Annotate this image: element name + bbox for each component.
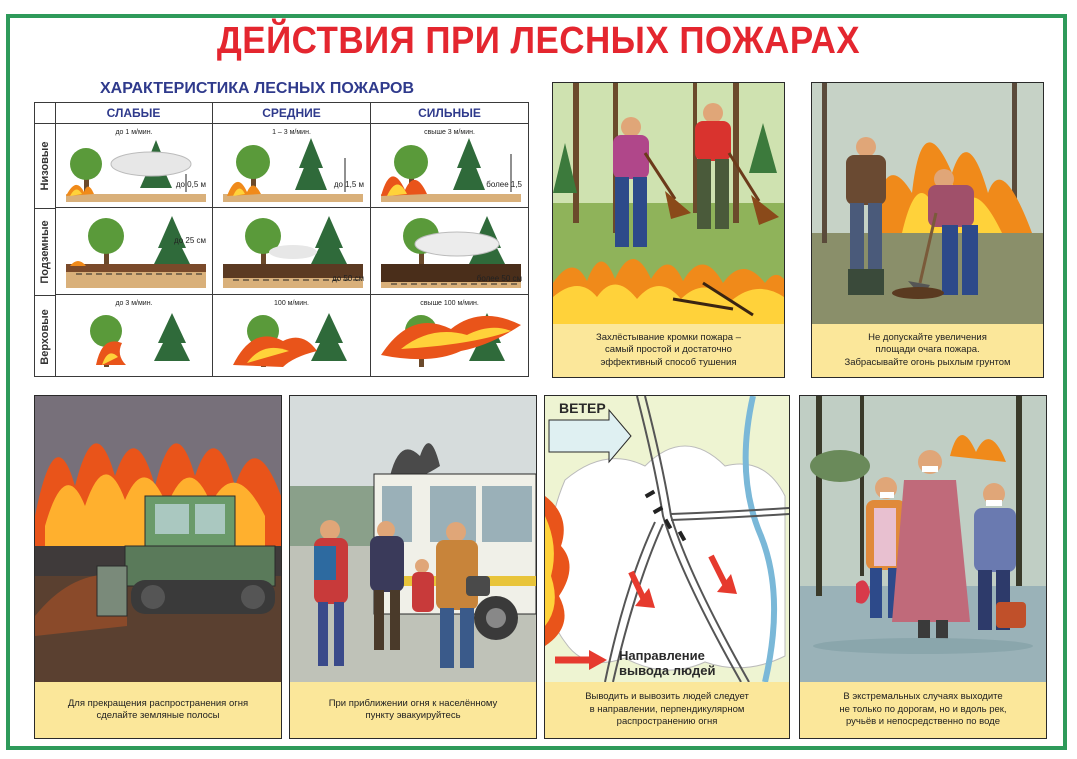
ground-medium-illustration <box>213 124 370 207</box>
caption-wind-map: Выводить и вывозить людей следует в направлении, перпендикулярном распространению огня <box>545 682 789 738</box>
cell-underground-strong <box>371 208 528 294</box>
poster-title: ДЕЙСТВИЯ ПРИ ЛЕСНЫХ ПОЖАРАХ <box>216 20 861 62</box>
panel-bulldozer <box>34 395 282 739</box>
column-header-weak: СЛАБЫЕ <box>55 103 213 124</box>
cell-underground-medium <box>213 208 370 294</box>
cell-underground-weak <box>56 208 212 294</box>
cell-depth: до 50 см <box>332 274 364 283</box>
panel-water-escape <box>799 395 1047 739</box>
column-header-strong: СИЛЬНЫЕ <box>371 103 528 124</box>
ground-weak-illustration <box>56 124 212 207</box>
ground-strong-illustration <box>371 124 528 207</box>
cell-depth: до 0,5 м <box>175 180 206 189</box>
cell-speed: 1 – 3 м/мин. <box>272 129 311 136</box>
evacuation-illustration <box>290 396 536 682</box>
throwing-soil-illustration <box>812 83 1043 324</box>
cell-depth: до 25 см <box>174 236 206 245</box>
bulldozer-illustration <box>35 396 281 682</box>
cell-speed: до 3 м/мин. <box>115 300 153 307</box>
cell-depth: до 1,5 м <box>333 180 364 189</box>
panel-beating-fire <box>552 82 785 378</box>
cell-speed: свыше 3 м/мин. <box>424 129 475 136</box>
cell-speed: свыше 100 м/мин. <box>420 300 479 307</box>
cell-speed: до 1 м/мин. <box>115 129 153 136</box>
crown-strong-illustration <box>371 295 528 376</box>
direction-label: Направление вывода людей <box>619 648 716 678</box>
fire-types-table <box>34 102 529 377</box>
caption-evacuation: При приближении огня к населённому пункту эвакуируйтесь <box>290 682 536 738</box>
water-escape-illustration <box>800 396 1046 682</box>
cell-depth: более 1,5 <box>486 180 522 189</box>
panel-throwing-soil <box>811 82 1044 378</box>
cell-ground-medium <box>213 124 370 207</box>
cell-speed: 100 м/мин. <box>274 300 309 307</box>
cell-crown-medium <box>213 295 370 376</box>
row-label-crown: Верховые <box>35 295 56 377</box>
cell-depth: более 50 см <box>476 274 522 283</box>
column-header-medium: СРЕДНИЕ <box>213 103 371 124</box>
caption-throwing-soil: Не допускайте увеличения площади очага пожара. Забрасывайте огонь рыхлым грунтом <box>812 324 1043 377</box>
row-label-underground: Подземные <box>35 208 56 295</box>
beating-fire-illustration <box>553 83 784 324</box>
cell-crown-strong <box>371 295 528 376</box>
caption-bulldozer: Для прекращения распространения огня сделайте земляные полосы <box>35 682 281 738</box>
table-title: ХАРАКТЕРИСТИКА ЛЕСНЫХ ПОЖАРОВ <box>100 80 415 97</box>
cell-crown-weak <box>56 295 212 376</box>
wind-label: ВЕТЕР <box>559 400 606 416</box>
panel-wind-map <box>544 395 790 739</box>
crown-weak-illustration <box>56 295 212 376</box>
crown-medium-illustration <box>213 295 370 376</box>
row-label-ground: Низовые <box>35 124 56 207</box>
caption-water-escape: В экстремальных случаях выходите не только по дорогам, но и вдоль рек, ручьёв и непосредственно по воде <box>800 682 1046 738</box>
evacuation-map <box>545 396 789 682</box>
underground-weak-illustration <box>56 208 212 294</box>
caption-beating-fire: Захлёстывание кромки пожара – самый простой и достаточно эффективный способ тушения <box>553 324 784 377</box>
panel-evacuation-bus <box>289 395 537 739</box>
cell-ground-strong <box>371 124 528 207</box>
cell-ground-weak <box>56 124 212 207</box>
